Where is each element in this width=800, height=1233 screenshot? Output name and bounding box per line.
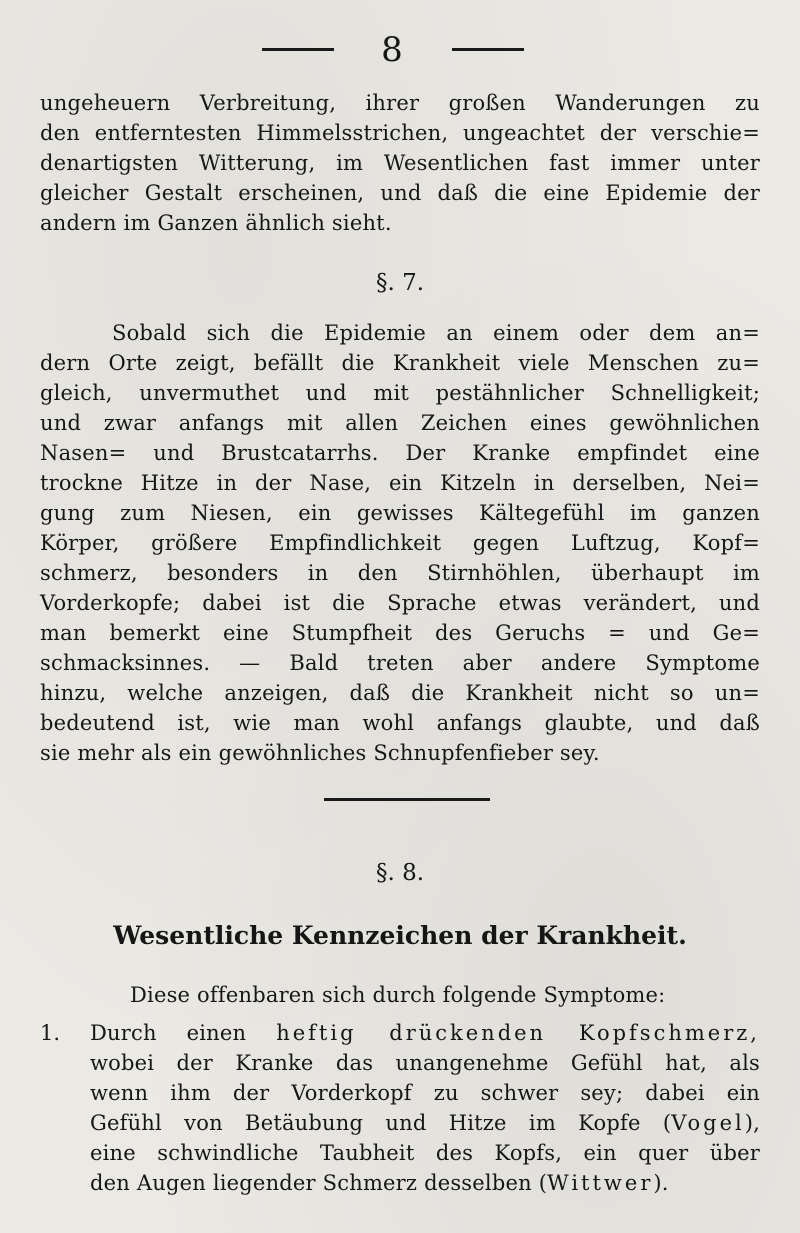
author-name: Vogel (671, 1111, 745, 1135)
text-line: gleich, unvermuthet und mit pestähnlicher Schnelligkeit; (40, 381, 760, 405)
text-fragment: Durch einen (90, 1021, 247, 1045)
text-line: Vorderkopfe; dabei ist die Sprache etwas verändert, und (40, 591, 760, 615)
author-name: Wittwer (547, 1171, 654, 1195)
text-line: denartigsten Witterung, im Wesentlichen fast immer unter (40, 151, 760, 175)
paragraph-intro (40, 88, 760, 238)
section-8-heading: §. 8. (375, 860, 425, 886)
text-line: hinzu, welche anzeigen, daß die Krankheit nicht so un= (40, 681, 760, 705)
text-line (90, 1108, 760, 1138)
text-line: gleicher Gestalt erscheinen, und daß die eine Epidemie der (40, 181, 760, 205)
text-line (90, 1018, 760, 1048)
section-7-paragraph (40, 318, 760, 768)
text-line: Nasen= und Brustcatarrhs. Der Kranke empfindet eine (40, 441, 760, 465)
text-fragment: Gefühl von Betäubung und Hitze im Kopfe ( (90, 1111, 672, 1135)
text-line: bedeutend ist, wie man wohl anfangs glaubte, und daß (40, 711, 760, 735)
text-line: ungeheuern Verbreitung, ihrer großen Wanderungen zu (40, 91, 760, 115)
section-8-title: Wesentliche Kennzeichen der Krankheit. (113, 921, 687, 950)
text-line: gung zum Niesen, ein gewisses Kältegefühl im ganzen (40, 501, 760, 525)
page-number: 8 (381, 30, 403, 70)
text-line: andern im Ganzen ähnlich sieht. (40, 211, 392, 235)
text-line: wobei der Kranke das unangenehme Gefühl hat, als (90, 1051, 760, 1075)
section-divider (324, 798, 490, 801)
text-line: trockne Hitze in der Nase, ein Kitzeln in derselben, Nei= (40, 471, 760, 495)
text-line: den entferntesten Himmelsstrichen, ungeachtet der verschie= (40, 121, 760, 145)
text-line: dern Orte zeigt, befällt die Krankheit viele Menschen zu= (40, 351, 760, 375)
text-line: wenn ihm der Vorderkopf zu schwer sey; dabei ein (90, 1081, 760, 1105)
text-line: schmerz, besonders in den Stirnhöhlen, überhaupt im (40, 561, 760, 585)
text-line: sie mehr als ein gewöhnliches Schnupfenfieber sey. (40, 741, 600, 765)
text-line: und zwar anfangs mit allen Zeichen eines gewöhnlichen (40, 411, 760, 435)
header-rule-left (262, 48, 334, 51)
list-item-body (90, 1018, 760, 1198)
text-fragment: ). (653, 1171, 669, 1195)
text-fragment: ), (744, 1111, 760, 1135)
text-line: schmacksinnes. — Bald treten aber andere Symptome (40, 651, 760, 675)
section-8-intro (40, 980, 760, 1010)
text-fragment: den Augen liegender Schmerz desselben ( (90, 1171, 548, 1195)
text-line (90, 1168, 760, 1198)
section-7-heading: §. 7. (375, 270, 425, 296)
emphasized-text: heftig drückenden Kopfschmerz, (276, 1021, 760, 1045)
text-line: Körper, größere Empfindlichkeit gegen Luftzug, Kopf= (40, 531, 760, 555)
header-rule-right (452, 48, 524, 51)
page-header (0, 28, 800, 72)
text-line: eine schwindliche Taubheit des Kopfs, ein quer über (90, 1141, 760, 1165)
list-item-number: 1. (40, 1021, 61, 1045)
text-line: Sobald sich die Epidemie an einem oder dem an= (112, 321, 760, 345)
text-line: Diese offenbaren sich durch folgende Symptome: (130, 983, 666, 1007)
text-line: man bemerkt eine Stumpfheit des Geruchs = und Ge= (40, 621, 760, 645)
